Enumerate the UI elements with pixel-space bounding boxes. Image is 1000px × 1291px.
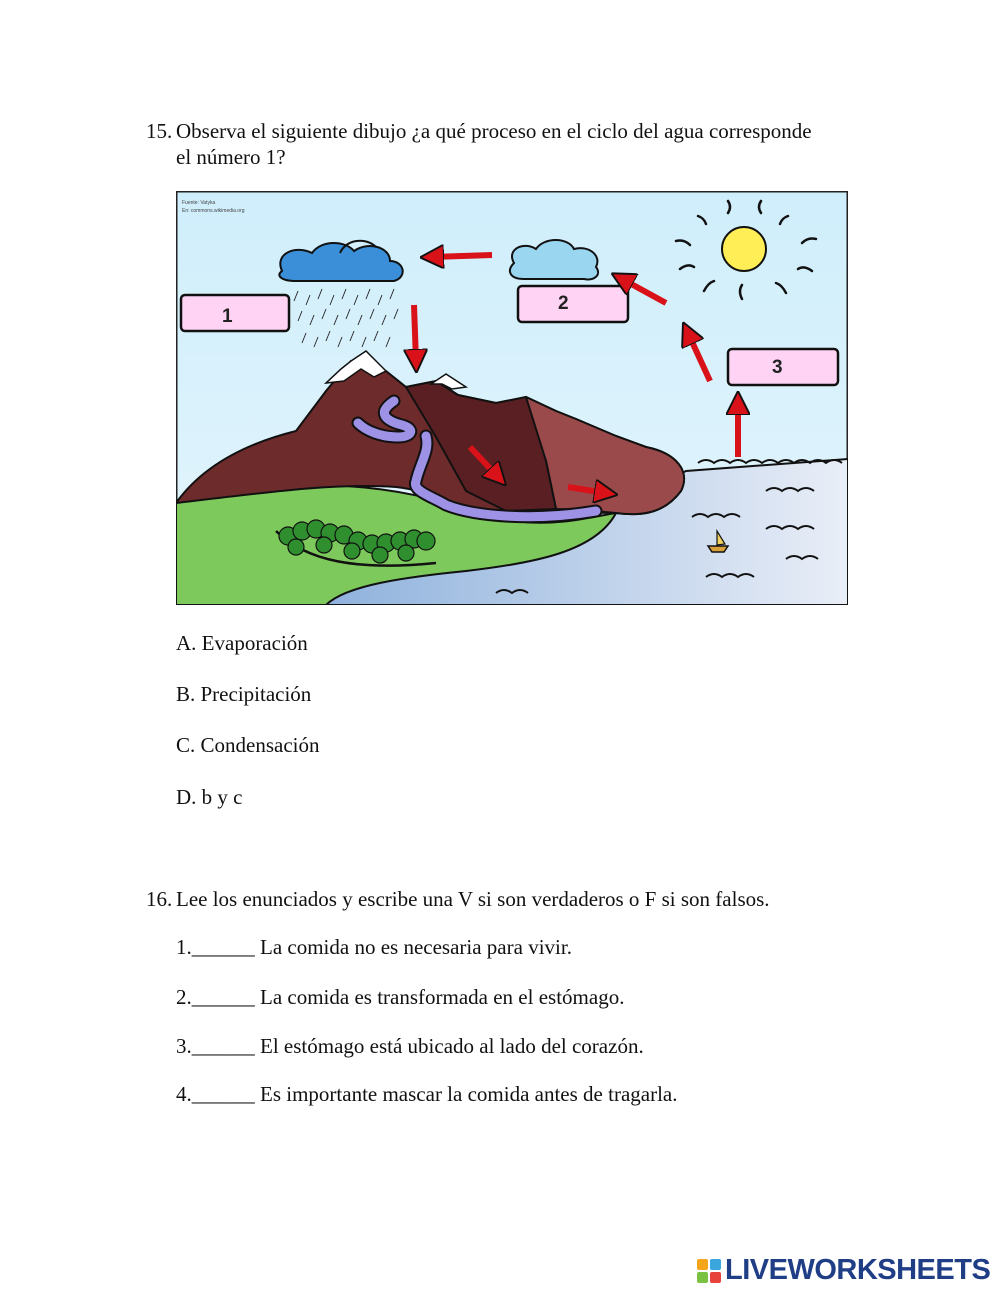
statement-1: 1.______ La comida no es necesaria para vivir. <box>176 935 572 959</box>
question-text-line2: el número 1? <box>176 145 286 169</box>
statement-2: 2.______ La comida es transformada en el estómago. <box>176 985 625 1009</box>
liveworksheets-logo <box>697 1254 990 1287</box>
label-box-2 <box>518 286 628 322</box>
option-c: C. Condensación <box>176 733 320 757</box>
label-box-3-text: 3 <box>772 357 783 378</box>
option-d: D. b y c <box>176 785 243 809</box>
logo-mark-icon <box>697 1259 721 1283</box>
question-number: 15. <box>146 119 173 143</box>
logo-wordmark: LIVEWORKSHEETS <box>725 1254 991 1286</box>
question-number: 16. <box>146 887 173 911</box>
question-text: Lee los enunciados y escribe una V si son verdaderos o F si son falsos. <box>176 887 770 911</box>
statement-3: 3.______ El estómago está ubicado al lado del corazón. <box>176 1034 644 1058</box>
arrow-cloud-movement <box>432 255 492 257</box>
label-box-2-text: 2 <box>558 293 569 314</box>
arrow-precipitation <box>414 305 416 361</box>
question-16-prompt <box>146 886 770 912</box>
option-b: B. Precipitación <box>176 682 312 706</box>
label-box-1-text: 1 <box>222 306 233 327</box>
label-box-1 <box>181 295 289 331</box>
water-cycle-diagram <box>176 191 848 605</box>
question-text-line1: Observa el siguiente dibujo ¿a qué proceso en el ciclo del agua corresponde <box>176 119 812 143</box>
label-box-3 <box>728 349 838 385</box>
statement-4: 4.______ Es importante mascar la comida antes de tragarla. <box>176 1082 678 1106</box>
source-credit-line2: En: commons.wikimedia.org <box>182 208 245 214</box>
option-a: A. Evaporación <box>176 631 308 655</box>
source-credit-line1: Fuente: Vatyka <box>182 200 216 206</box>
question-15-prompt <box>146 118 812 169</box>
